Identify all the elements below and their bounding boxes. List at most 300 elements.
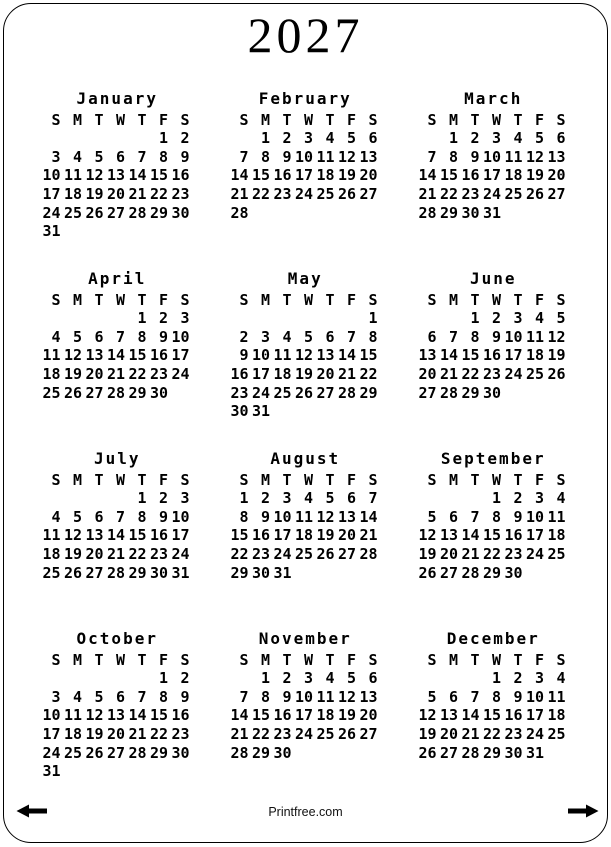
day-cell: 17 [504, 346, 523, 365]
day-cell: 9 [470, 147, 480, 166]
day-cell: 3 [303, 129, 313, 148]
day-cell: 30 [504, 563, 523, 582]
day-cell: 24 [171, 365, 190, 384]
week-row [42, 669, 193, 688]
weekday-label: T [470, 470, 480, 489]
day-cell: 4 [325, 129, 335, 148]
weekday-label: S [427, 110, 437, 129]
day-cell: 18 [547, 706, 566, 725]
week-row [230, 346, 381, 365]
day-cell: 13 [547, 147, 566, 166]
day-cell: 2 [513, 489, 523, 508]
day-cell: 29 [439, 203, 458, 222]
day-cell: 22 [439, 185, 458, 204]
weekday-label: M [260, 110, 270, 129]
week-row [418, 725, 569, 744]
week-row [230, 383, 381, 402]
week-row [418, 706, 569, 725]
day-cell: 28 [439, 383, 458, 402]
week-row [42, 148, 193, 167]
month-title: August [270, 449, 341, 468]
day-cell: 18 [42, 365, 61, 384]
day-cell: 16 [504, 526, 523, 545]
day-cell: 18 [316, 166, 335, 185]
day-cell: 22 [251, 725, 270, 744]
day-cell: 22 [149, 185, 168, 204]
day-cell: 30 [171, 203, 190, 222]
day-cell: 2 [513, 669, 523, 688]
weekday-label: W [491, 110, 501, 129]
day-cell: 14 [461, 706, 480, 725]
weekday-header-row [418, 110, 569, 129]
day-cell: 5 [346, 669, 356, 688]
week-row [418, 383, 569, 402]
day-cell: 24 [504, 365, 523, 384]
month-september [418, 446, 569, 606]
day-cell: 8 [260, 687, 270, 706]
weekday-label: W [115, 290, 125, 309]
day-cell: 12 [63, 526, 82, 545]
weekday-header-row [418, 290, 569, 309]
day-cell: 21 [418, 185, 437, 204]
day-cell: 19 [525, 166, 544, 185]
day-cell: 20 [85, 545, 104, 564]
weekday-header-row [42, 290, 193, 309]
day-cell: 16 [251, 526, 270, 545]
day-cell: 19 [418, 725, 437, 744]
day-cell: 12 [337, 687, 356, 706]
week-row [230, 545, 381, 564]
day-cell: 21 [337, 365, 356, 384]
weekday-label: T [325, 650, 335, 669]
day-cell: 1 [448, 129, 458, 148]
day-cell: 18 [316, 706, 335, 725]
month-title: January [76, 89, 158, 108]
day-cell: 11 [273, 346, 292, 365]
day-cell: 17 [42, 725, 61, 744]
day-cell: 26 [85, 743, 104, 762]
day-cell: 31 [525, 743, 544, 762]
weekday-label: M [260, 470, 270, 489]
day-cell: 3 [513, 309, 523, 328]
weekday-label: S [556, 650, 566, 669]
day-cell: 5 [427, 687, 437, 706]
day-cell: 23 [273, 725, 292, 744]
day-cell: 27 [547, 185, 566, 204]
day-cell: 14 [439, 346, 458, 365]
day-cell: 5 [346, 129, 356, 148]
day-cell: 10 [504, 327, 523, 346]
day-cell: 26 [525, 185, 544, 204]
week-row [230, 582, 381, 601]
day-cell: 16 [149, 526, 168, 545]
next-year-arrow-icon[interactable] [567, 804, 599, 818]
day-cell: 10 [482, 147, 501, 166]
day-cell: 23 [273, 185, 292, 204]
day-cell: 10 [251, 346, 270, 365]
day-cell: 20 [106, 725, 125, 744]
day-cell: 27 [418, 383, 437, 402]
day-cell: 24 [294, 185, 313, 204]
day-cell: 23 [251, 545, 270, 564]
day-cell: 20 [359, 706, 378, 725]
day-cell: 21 [106, 545, 125, 564]
week-row [418, 489, 569, 508]
day-cell: 25 [42, 563, 61, 582]
day-cell: 12 [85, 706, 104, 725]
day-cell: 13 [106, 166, 125, 185]
weekday-label: S [368, 470, 378, 489]
day-cell: 1 [137, 309, 147, 328]
day-cell: 26 [63, 383, 82, 402]
day-cell: 31 [482, 203, 501, 222]
day-cell: 6 [448, 687, 458, 706]
day-cell: 9 [180, 147, 190, 166]
day-cell: 28 [461, 743, 480, 762]
day-cell: 23 [504, 725, 523, 744]
day-cell: 8 [368, 327, 378, 346]
weekday-header-row [418, 470, 569, 489]
week-row [42, 402, 193, 421]
day-cell: 14 [230, 706, 249, 725]
month-november [230, 626, 381, 786]
day-cell: 15 [149, 706, 168, 725]
day-cell: 24 [273, 545, 292, 564]
day-cell: 3 [260, 327, 270, 346]
week-row [418, 166, 569, 185]
day-cell: 21 [128, 185, 147, 204]
day-cell: 31 [273, 563, 292, 582]
day-cell: 18 [273, 365, 292, 384]
weekday-label: M [448, 110, 458, 129]
week-row [418, 309, 569, 328]
week-row [418, 222, 569, 241]
day-cell: 24 [42, 743, 61, 762]
week-row [418, 402, 569, 421]
day-cell: 3 [180, 309, 190, 328]
day-cell: 23 [171, 185, 190, 204]
week-row [42, 185, 193, 204]
day-cell: 19 [294, 365, 313, 384]
day-cell: 29 [149, 203, 168, 222]
day-cell: 14 [359, 507, 378, 526]
day-cell: 23 [149, 365, 168, 384]
week-row [42, 725, 193, 744]
day-cell: 20 [316, 365, 335, 384]
day-cell: 14 [418, 166, 437, 185]
day-cell: 1 [260, 669, 270, 688]
day-cell: 31 [251, 402, 270, 421]
month-title: February [258, 89, 352, 108]
day-cell: 3 [303, 669, 313, 688]
day-cell: 20 [85, 365, 104, 384]
day-cell: 2 [180, 129, 190, 148]
day-cell: 2 [158, 489, 168, 508]
weekday-label: S [180, 650, 190, 669]
week-row [230, 489, 381, 508]
week-row [418, 688, 569, 707]
day-cell: 23 [149, 545, 168, 564]
week-row [42, 129, 193, 148]
day-cell: 1 [158, 129, 168, 148]
day-cell: 29 [359, 383, 378, 402]
day-cell: 14 [461, 526, 480, 545]
weekday-label: W [115, 470, 125, 489]
day-cell: 29 [128, 383, 147, 402]
week-row [418, 148, 569, 167]
week-row [42, 545, 193, 564]
day-cell: 17 [251, 365, 270, 384]
week-row [418, 346, 569, 365]
day-cell: 6 [556, 129, 566, 148]
weekday-header-row [418, 650, 569, 669]
day-cell: 13 [359, 687, 378, 706]
day-cell: 6 [368, 669, 378, 688]
day-cell: 5 [556, 309, 566, 328]
day-cell: 16 [149, 346, 168, 365]
day-cell: 24 [171, 545, 190, 564]
day-cell: 29 [461, 383, 480, 402]
day-cell: 4 [556, 489, 566, 508]
day-cell: 9 [282, 147, 292, 166]
weekday-label: M [448, 470, 458, 489]
day-cell: 13 [337, 507, 356, 526]
month-title: September [440, 449, 546, 468]
day-cell: 19 [337, 166, 356, 185]
day-cell: 26 [547, 365, 566, 384]
weekday-label: S [368, 650, 378, 669]
week-row [230, 203, 381, 222]
day-cell: 3 [491, 129, 501, 148]
day-cell: 4 [513, 129, 523, 148]
day-cell: 28 [106, 563, 125, 582]
week-row [230, 309, 381, 328]
day-cell: 25 [316, 185, 335, 204]
day-cell: 18 [504, 166, 523, 185]
day-cell: 11 [42, 526, 61, 545]
day-cell: 11 [42, 346, 61, 365]
day-cell: 6 [115, 147, 125, 166]
week-row [42, 688, 193, 707]
day-cell: 12 [418, 706, 437, 725]
weekday-label: S [180, 290, 190, 309]
day-cell: 8 [239, 507, 249, 526]
day-cell: 15 [128, 526, 147, 545]
weekday-label: S [556, 290, 566, 309]
week-row [42, 706, 193, 725]
day-cell: 16 [230, 365, 249, 384]
day-cell: 12 [337, 147, 356, 166]
weekday-label: M [260, 290, 270, 309]
day-cell: 12 [418, 526, 437, 545]
week-row [230, 185, 381, 204]
day-cell: 20 [418, 365, 437, 384]
day-cell: 15 [439, 166, 458, 185]
day-cell: 23 [230, 383, 249, 402]
weekday-label: S [239, 650, 249, 669]
week-row [230, 508, 381, 527]
day-cell: 19 [85, 725, 104, 744]
day-cell: 6 [427, 327, 437, 346]
day-cell: 4 [556, 669, 566, 688]
day-cell: 28 [418, 203, 437, 222]
day-cell: 16 [482, 346, 501, 365]
day-cell: 11 [316, 687, 335, 706]
week-row [418, 545, 569, 564]
day-cell: 7 [239, 687, 249, 706]
week-row [42, 743, 193, 762]
day-cell: 7 [448, 327, 458, 346]
weekday-label: S [368, 110, 378, 129]
day-cell: 20 [547, 166, 566, 185]
day-cell: 9 [513, 507, 523, 526]
day-cell: 16 [171, 706, 190, 725]
day-cell: 21 [461, 725, 480, 744]
day-cell: 18 [63, 185, 82, 204]
day-cell: 4 [303, 489, 313, 508]
weekday-header-row [42, 470, 193, 489]
weekday-label: S [239, 470, 249, 489]
day-cell: 20 [337, 526, 356, 545]
day-cell: 10 [525, 687, 544, 706]
day-cell: 4 [534, 309, 544, 328]
day-cell: 24 [251, 383, 270, 402]
week-row [230, 688, 381, 707]
day-cell: 25 [42, 383, 61, 402]
day-cell: 24 [42, 203, 61, 222]
day-cell: 17 [273, 526, 292, 545]
day-cell: 23 [504, 545, 523, 564]
day-cell: 22 [461, 365, 480, 384]
week-row [230, 725, 381, 744]
day-cell: 14 [128, 166, 147, 185]
weekday-label: S [51, 110, 61, 129]
day-cell: 5 [303, 327, 313, 346]
week-row [418, 185, 569, 204]
day-cell: 22 [149, 725, 168, 744]
week-row [230, 402, 381, 421]
week-row [230, 148, 381, 167]
day-cell: 23 [171, 725, 190, 744]
week-row [42, 563, 193, 582]
month-december [418, 626, 569, 786]
day-cell: 20 [359, 166, 378, 185]
weekday-label: T [137, 290, 147, 309]
day-cell: 15 [482, 706, 501, 725]
weekday-label: T [470, 110, 480, 129]
day-cell: 21 [461, 545, 480, 564]
day-cell: 26 [337, 185, 356, 204]
day-cell: 13 [359, 147, 378, 166]
weekday-label: T [282, 110, 292, 129]
day-cell: 12 [547, 327, 566, 346]
month-march [418, 86, 569, 246]
month-february [230, 86, 381, 246]
weekday-label: T [94, 470, 104, 489]
week-row [418, 328, 569, 347]
month-title: December [446, 629, 540, 648]
month-july [42, 446, 193, 606]
day-cell: 22 [482, 725, 501, 744]
day-cell: 25 [504, 185, 523, 204]
day-cell: 12 [316, 507, 335, 526]
day-cell: 6 [115, 687, 125, 706]
weekday-label: S [556, 470, 566, 489]
week-row [230, 762, 381, 781]
day-cell: 25 [547, 725, 566, 744]
day-cell: 12 [63, 346, 82, 365]
day-cell: 3 [534, 489, 544, 508]
day-cell: 1 [158, 669, 168, 688]
month-title: March [464, 89, 523, 108]
month-may [230, 266, 381, 426]
day-cell: 27 [359, 725, 378, 744]
day-cell: 8 [137, 327, 147, 346]
day-cell: 4 [325, 669, 335, 688]
day-cell: 9 [260, 507, 270, 526]
week-row [42, 346, 193, 365]
day-cell: 30 [504, 743, 523, 762]
day-cell: 30 [149, 563, 168, 582]
month-title: July [93, 449, 141, 468]
day-cell: 10 [525, 507, 544, 526]
weekday-label: S [427, 470, 437, 489]
weekday-label: T [325, 470, 335, 489]
day-cell: 27 [337, 545, 356, 564]
day-cell: 15 [128, 346, 147, 365]
day-cell: 2 [282, 129, 292, 148]
day-cell: 13 [418, 346, 437, 365]
weekday-header-row [42, 110, 193, 129]
day-cell: 22 [359, 365, 378, 384]
day-cell: 29 [149, 743, 168, 762]
day-cell: 24 [525, 545, 544, 564]
footer-brand: Printfree.com [268, 805, 343, 819]
day-cell: 15 [482, 526, 501, 545]
day-cell: 17 [525, 526, 544, 545]
day-cell: 9 [158, 507, 168, 526]
day-cell: 8 [448, 147, 458, 166]
weekday-label: W [115, 110, 125, 129]
day-cell: 26 [337, 725, 356, 744]
weekday-label: T [470, 650, 480, 669]
day-cell: 29 [230, 563, 249, 582]
day-cell: 3 [51, 147, 61, 166]
day-cell: 30 [149, 383, 168, 402]
day-cell: 7 [137, 147, 147, 166]
day-cell: 11 [294, 507, 313, 526]
week-row [418, 508, 569, 527]
weekday-label: T [282, 650, 292, 669]
day-cell: 25 [273, 383, 292, 402]
day-cell: 3 [180, 489, 190, 508]
day-cell: 16 [273, 166, 292, 185]
week-row [42, 328, 193, 347]
day-cell: 25 [525, 365, 544, 384]
day-cell: 21 [230, 725, 249, 744]
day-cell: 10 [171, 327, 190, 346]
day-cell: 30 [273, 743, 292, 762]
day-cell: 5 [534, 129, 544, 148]
day-cell: 1 [260, 129, 270, 148]
week-row [230, 743, 381, 762]
week-row [230, 328, 381, 347]
day-cell: 17 [42, 185, 61, 204]
day-cell: 31 [42, 222, 61, 241]
day-cell: 22 [482, 545, 501, 564]
week-row [418, 203, 569, 222]
day-cell: 16 [461, 166, 480, 185]
